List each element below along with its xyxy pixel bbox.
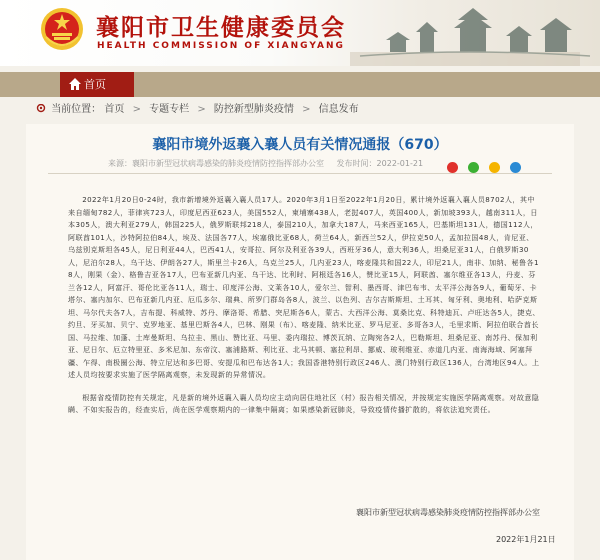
article-signed-date: 2022年1月21日: [496, 535, 556, 544]
wechat-icon[interactable]: [468, 162, 479, 173]
article-signature: 襄阳市新型冠状病毒感染肺炎疫情防控指挥部办公室: [356, 508, 540, 517]
home-icon: [69, 78, 81, 90]
breadcrumb: [36, 100, 359, 120]
nav-item-label: 首页: [84, 78, 106, 91]
breadcrumb-epidemic[interactable]: 防控新型肺炎疫情: [213, 104, 294, 115]
article-date: 发布时间：2022-01-21: [336, 159, 424, 168]
main-nav: [0, 72, 600, 97]
breadcrumb-separator: >: [302, 104, 311, 115]
qzone-icon[interactable]: [489, 162, 500, 173]
nav-item-home[interactable]: [60, 72, 134, 97]
breadcrumb-info-release[interactable]: 信息发布: [318, 104, 359, 115]
city-skyline-illustration: [330, 0, 600, 66]
location-icon: [36, 104, 46, 114]
breadcrumb-prefix: 当前位置：: [51, 104, 102, 115]
article-source: 来源：襄阳市新型冠状病毒感染的肺炎疫情防控指挥部办公室: [108, 159, 324, 168]
site-subtitle: HEALTH COMMISSION OF XIANGYANG: [97, 41, 345, 51]
breadcrumb-separator: >: [132, 104, 141, 115]
article-body: [68, 194, 540, 417]
breadcrumb-home[interactable]: 首页: [104, 104, 125, 115]
weibo-icon[interactable]: [447, 162, 458, 173]
emblem-logo[interactable]: [40, 7, 84, 51]
article-panel: [26, 124, 574, 560]
share-bar: [442, 158, 521, 170]
site-header: [0, 0, 600, 66]
site-title: 襄阳市卫生健康委员会: [96, 15, 346, 41]
title-divider: [48, 173, 552, 174]
breadcrumb-topics[interactable]: 专题专栏: [149, 104, 190, 115]
article-title: 襄阳市境外返襄入襄人员有关情况通报（670）: [152, 137, 448, 153]
article-paragraph: 根据省疫情防控有关规定，凡是新的境外返襄入襄人员均应主动向居住地社区（村）报告相关情况，并按规定实施医学隔离观察。对故意隐瞒、不如实报告的，经查实后，尚在医学观察期内的一律集中隔离；如果感染新冠肺炎，导致疫情传播扩散的，将依法追究责任。: [68, 392, 540, 414]
article-meta: [108, 158, 433, 169]
breadcrumb-separator: >: [197, 104, 206, 115]
more-share-icon[interactable]: [510, 162, 521, 173]
article-paragraph: 2022年1月20日0-24时，我市新增境外返襄入襄人员17人。2020年3月1日至2022年1月20日，累计境外返襄入襄人员8702人，其中来自缅甸782人，菲律宾723人，印度尼西亚623人，美国552人，柬埔寨438人，老挝407人，英国400人，新加坡393人，越南311人，日本305人，澳大利亚279人，韩国225人，俄罗斯联邦218人，泰国210人，加拿大187人，马来西亚165人，巴基斯坦131人，德国112人，阿联酋101人，沙特阿拉伯84人，埃及、法国各77人，埃塞俄比亚68人，荷兰64人，新西兰52人，伊拉克50人，孟加拉国48人，肯尼亚、乌兹别克斯坦各45人，尼日利亚44人，巴西41人，安哥拉、阿尔及利亚各39人，西班牙36人，意大利36人，坦桑尼亚31人，白俄罗斯30人，尼泊尔28人，乌干达、伊朗各27人，斯里兰卡26人，乌克兰25人，几内亚23人，喀麦隆共和国22人，印尼21人，南非、加纳、秘鲁各18人，刚果（金）、格鲁吉亚各17人，巴布亚新几内亚、乌干达、比利时、阿根廷各16人，赞比亚15人，阿联酋、塞尔维亚各13人，丹麦、芬兰各12人，阿富汗、哥伦比亚各11人，瑞士、印度洋公海、文莱各10人，爱尔兰、智利、墨西哥、津巴布韦、太平洋公海各9人，葡萄牙、卡塔尔、塞内加尔、巴布亚新几内亚、厄瓜多尔、瑞典、所罗门群岛各8人，波兰、以色列、吉尔吉斯斯坦、土耳其、匈牙利、奥地利、哈萨克斯坦、马尔代夫各7人，吉布提、科威特、苏丹、摩洛哥、希腊、突尼斯各6人，蒙古、大西洋公海、莫桑比克、科特迪瓦、卢旺达各5人，捷克、约旦、牙买加、贝宁、克罗地亚、基里巴斯各4人，巴林、刚果（布）、喀麦隆、纳米比亚、罗马尼亚、多哥各3人，毛里求斯、阿拉伯联合酋长国、马拉维、加蓬、土库曼斯坦、乌拉圭、黑山、赞比亚、马里、委内瑞拉、博茨瓦纳、立陶宛各2人，巴勒斯坦、坦桑尼亚、南苏丹、保加利亚、尼日尔、厄立特里亚、多米尼加、东帝汶、塞浦路斯、利比亚、北马其顿、塞拉利昂、挪威、玻利维亚、赤道几内亚、南海海域、阿塞拜疆、乍得、南极圈公海、特立尼达和多巴哥、安提瓜和巴布达各1人；我国香港特别行政区246人、澳门特别行政区136人，台湾地区94人。上述人员均按要求实施了医学隔离观察，未发现新的异常情况。: [68, 195, 540, 379]
